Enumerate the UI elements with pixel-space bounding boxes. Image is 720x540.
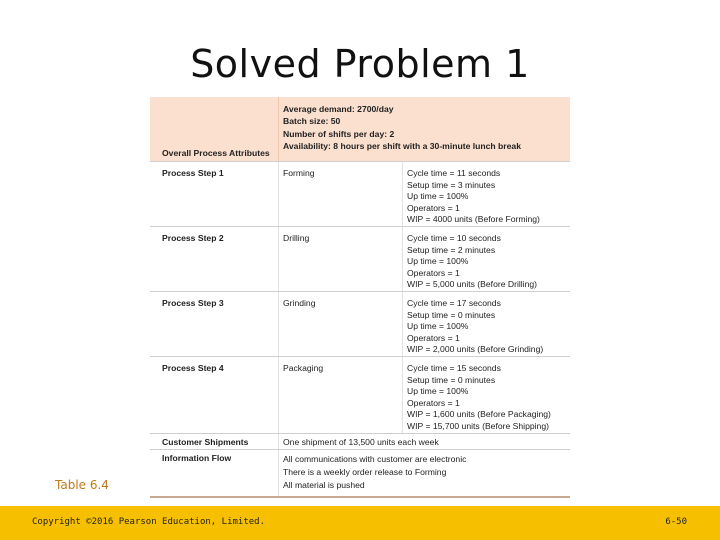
process-step-row [150,161,570,226]
column-divider [278,162,279,226]
step-param: Up time = 100% [407,256,469,267]
step-name: Grinding [283,298,316,308]
column-divider [278,292,279,356]
row-label: Overall Process Attributes [162,148,270,158]
step-param: WIP = 5,000 units (Before Drilling) [407,279,537,290]
copyright-text: Copyright ©2016 Pearson Education, Limited. [32,517,265,527]
column-divider [278,97,279,161]
row-label: Customer Shipments [162,437,249,447]
overall-value: Number of shifts per day: 2 [283,128,395,139]
process-step-row [150,291,570,356]
step-label: Process Step 1 [162,168,224,178]
step-param: Cycle time = 15 seconds [407,363,501,373]
row-label: Information Flow [162,453,232,463]
column-divider [402,292,403,356]
slide-title: Solved Problem 1 [190,42,530,86]
column-divider [402,357,403,433]
step-param: Operators = 1 [407,397,460,408]
step-label: Process Step 2 [162,233,224,243]
step-param: Up time = 100% [407,191,469,202]
step-label: Process Step 4 [162,363,224,373]
process-table [150,97,570,498]
step-param: Operators = 1 [407,332,460,343]
step-name: Packaging [283,363,324,373]
step-name: Forming [283,168,315,178]
step-param: Cycle time = 10 seconds [407,233,501,243]
step-param: Setup time = 3 minutes [407,179,496,190]
step-param: Setup time = 0 minutes [407,374,496,385]
information-flow-row [150,449,570,496]
step-param: Setup time = 2 minutes [407,244,496,255]
step-param: WIP = 15,700 units (Before Shipping) [407,420,549,431]
step-param: WIP = 4000 units (Before Forming) [407,214,540,225]
info-flow-line: All material is pushed [283,480,365,490]
step-param: Cycle time = 17 seconds [407,298,501,308]
step-param: Up time = 100% [407,321,469,332]
step-name: Drilling [283,233,310,243]
step-param: WIP = 1,600 units (Before Packaging) [407,409,551,420]
process-step-row [150,226,570,291]
overall-values [283,103,521,153]
step-param: Up time = 100% [407,386,469,397]
column-divider [278,434,279,449]
info-flow-line: All communications with customer are electronic [283,454,467,464]
column-divider [278,227,279,291]
step-params [407,168,540,226]
overall-value: Batch size: 50 [283,116,341,127]
step-param: Operators = 1 [407,267,460,278]
step-param: Operators = 1 [407,202,460,213]
column-divider [278,450,279,496]
overall-value: Average demand: 2700/day [283,104,394,114]
overall-value: Availability: 8 hours per shift with a 30-minute lunch break [283,141,521,152]
customer-shipments-row [150,433,570,449]
table-caption: Table 6.4 [55,478,109,492]
step-param: Setup time = 0 minutes [407,309,496,320]
step-param: WIP = 2,000 units (Before Grinding) [407,344,544,355]
page-number: 6-50 [665,517,687,527]
step-label: Process Step 3 [162,298,224,308]
column-divider [402,162,403,226]
step-param: Cycle time = 11 seconds [407,168,501,178]
info-flow-line: There is a weekly order release to Forming [283,467,447,477]
step-params [407,233,537,291]
table-bottom-rule [150,496,570,498]
process-step-row [150,356,570,433]
column-divider [278,357,279,433]
overall-attributes-row [150,97,570,161]
column-divider [402,227,403,291]
step-params [407,298,543,356]
footer-bar [0,506,720,540]
step-params [407,363,551,433]
info-flow-lines [283,453,466,492]
shipments-value: One shipment of 13,500 units each week [283,437,439,447]
